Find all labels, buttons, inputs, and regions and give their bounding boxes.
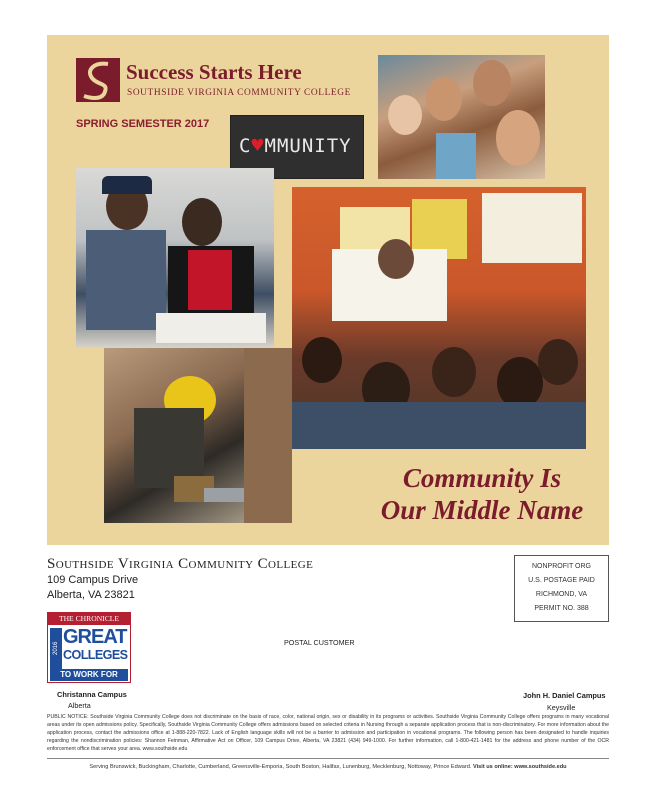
- classroom-reading-photo: [292, 187, 586, 449]
- badge-year: 2016: [50, 628, 62, 669]
- campus-right-location: Keysville: [547, 703, 576, 712]
- chalkboard-word: [239, 133, 352, 157]
- postage-line: PERMIT NO. 388: [534, 605, 589, 612]
- address-line-1: 109 Campus Drive: [47, 574, 139, 586]
- campus-left-location: Alberta: [68, 701, 91, 710]
- badge-great: GREAT: [63, 626, 127, 648]
- headline-line-1: Community Is: [402, 463, 562, 493]
- public-notice: PUBLIC NOTICE: Southside Virginia Community College does not discriminate on the basis of race, color, national origin, sex or disability in its programs or activities. Southside Virginia Community College offers programs in many vocational areas under its open admissions policy. Specifically, Southside Virginia Community College offers admissions based on selected criteria in Nursing through a separate application process that is non-discriminatory. For more information about the application process, contact the admissions office at 1-888-220-7822. Lack of English language skills will not be a barrier to admission and participation in vocational programs. The following person has been designated to handle inquiries regarding the nondiscrimination policies: Shannon Feinman, Affirmative Act on Officer, 109 Campus Drive, Alberta, VA 23821 (434) 949-1000. For further information, call 1-800-421-1481 for the address and phone number of the OCR enforcement office that serves your area. www.southside.edu: [47, 714, 609, 752]
- brand-subtitle: SOUTHSIDE VIRGINIA COMMUNITY COLLEGE: [127, 88, 351, 98]
- address-line-2: Alberta, VA 23821: [47, 589, 135, 601]
- badge-publisher: THE CHRONICLE: [48, 613, 130, 625]
- college-name: Southside Virginia Community College: [47, 556, 314, 572]
- chalkboard-letters: MMUNITY: [264, 135, 352, 157]
- postage-indicia: [514, 555, 609, 622]
- kids-selfie-photo: [378, 55, 545, 179]
- firefighter-photo: [104, 348, 292, 523]
- semester-label: SPRING SEMESTER 2017: [76, 118, 210, 130]
- campus-right-name: John H. Daniel Campus: [523, 691, 606, 700]
- postage-line: NONPROFIT ORG: [532, 563, 591, 570]
- footer-divider: [47, 758, 609, 759]
- badge-colleges: COLLEGES: [63, 648, 128, 662]
- footer: [47, 764, 609, 770]
- great-colleges-badge: [47, 612, 131, 683]
- heart-icon: ♥: [251, 133, 265, 157]
- chalkboard-letter: C: [239, 135, 252, 157]
- footer-serving: Serving Brunswick, Buckingham, Charlotte, Cumberland, Greensville-Emporia, South Boston, Halifax, Lunenburg, Mecklenburg, Nottoway, Prince Edward.: [89, 764, 472, 770]
- svcc-logo-icon: [76, 58, 120, 102]
- badge-to-work-for: TO WORK FOR: [50, 669, 128, 681]
- brand-title: Success Starts Here: [126, 60, 302, 84]
- campus-left-name: Christanna Campus: [57, 690, 127, 699]
- postal-customer: POSTAL CUSTOMER: [284, 638, 355, 647]
- headline-line-2: Our Middle Name: [380, 495, 584, 525]
- security-officer-photo: [76, 168, 274, 348]
- postage-line: U.S. POSTAGE PAID: [528, 577, 595, 584]
- postage-line: RICHMOND, VA: [535, 591, 588, 598]
- cover-headline: [372, 462, 592, 526]
- footer-visit: Visit us online: www.southside.edu: [473, 764, 567, 770]
